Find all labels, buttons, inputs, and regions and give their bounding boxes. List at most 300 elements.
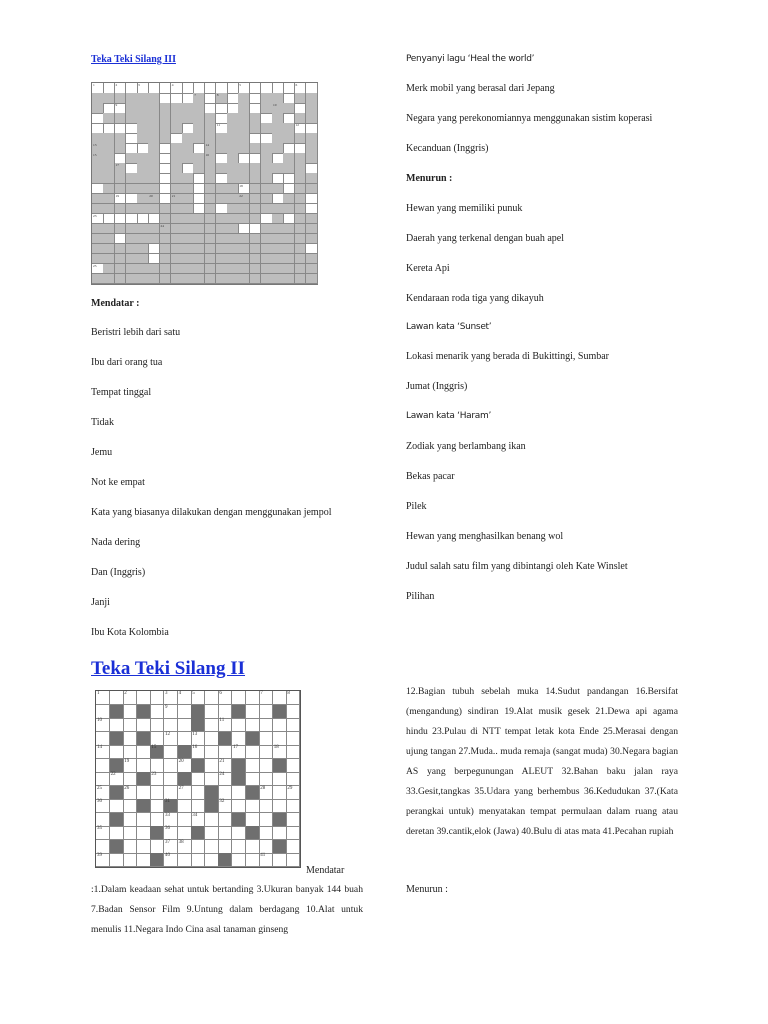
crossword-cell[interactable] [205, 853, 219, 867]
crossword-cell[interactable] [272, 83, 284, 94]
crossword-cell[interactable] [123, 840, 137, 854]
crossword-cell[interactable] [205, 826, 219, 840]
crossword-cell[interactable] [261, 83, 273, 94]
crossword-cell[interactable] [137, 745, 151, 759]
crossword-cell[interactable] [160, 143, 172, 154]
crossword-cell[interactable] [250, 224, 262, 235]
crossword-cell[interactable] [246, 813, 260, 827]
crossword-cell [115, 244, 127, 255]
crossword-cell[interactable] [123, 691, 137, 705]
crossword-cell[interactable] [137, 214, 149, 225]
crossword-cell[interactable] [246, 853, 260, 867]
crossword-cell[interactable] [150, 799, 164, 813]
crossword-cell[interactable] [283, 184, 295, 195]
crossword-cell[interactable] [115, 194, 127, 205]
crossword-cell[interactable] [306, 204, 318, 215]
crossword-cell[interactable] [286, 826, 300, 840]
crossword-cell[interactable] [232, 745, 246, 759]
crossword-cell[interactable] [246, 745, 260, 759]
cell-number: 5 [239, 83, 241, 87]
crossword-cell[interactable] [110, 826, 124, 840]
clue-down: Bekas pacar [406, 471, 455, 482]
crossword-cell[interactable] [246, 718, 260, 732]
crossword-cell[interactable] [216, 113, 228, 124]
crossword-cell[interactable] [232, 826, 246, 840]
crossword-cell[interactable] [283, 93, 295, 104]
crossword-cell[interactable] [259, 840, 273, 854]
crossword-cell [137, 224, 149, 235]
crossword-cell[interactable] [160, 93, 172, 104]
crossword-cell[interactable] [164, 786, 178, 800]
crossword-cell[interactable] [160, 153, 172, 164]
crossword-cell [306, 264, 318, 275]
crossword-cell[interactable] [191, 772, 205, 786]
crossword-cell[interactable] [123, 786, 137, 800]
crossword-cell[interactable] [115, 83, 127, 94]
crossword-cell[interactable] [103, 123, 115, 134]
crossword-cell [193, 254, 205, 265]
crossword-cell[interactable] [137, 813, 151, 827]
crossword-cell[interactable] [261, 214, 273, 225]
crossword-cell[interactable] [96, 759, 110, 773]
crossword-cell[interactable] [191, 853, 205, 867]
crossword-cell [216, 244, 228, 255]
crossword-cell [137, 93, 149, 104]
crossword-cell[interactable] [191, 799, 205, 813]
crossword-cell[interactable] [295, 123, 307, 134]
crossword-cell[interactable] [216, 204, 228, 215]
crossword-cell[interactable] [218, 786, 232, 800]
crossword-cell[interactable] [191, 732, 205, 746]
cell-number: 28 [260, 785, 266, 791]
crossword-cell[interactable] [150, 732, 164, 746]
crossword-cell[interactable] [250, 83, 262, 94]
crossword-cell[interactable] [182, 83, 194, 94]
crossword-cell [115, 163, 127, 174]
crossword-cell[interactable] [283, 113, 295, 124]
crossword-cell[interactable] [110, 799, 124, 813]
crossword-cell[interactable] [178, 840, 192, 854]
crossword-cell[interactable] [178, 732, 192, 746]
crossword-cell[interactable] [191, 813, 205, 827]
crossword-cell[interactable] [246, 759, 260, 773]
crossword-cell[interactable] [150, 759, 164, 773]
crossword-cell[interactable] [164, 840, 178, 854]
crossword-cell[interactable] [306, 244, 318, 255]
crossword-cell[interactable] [232, 718, 246, 732]
crossword-cell[interactable] [96, 840, 110, 854]
cell-number: 7 [194, 93, 196, 98]
crossword-cell[interactable] [164, 826, 178, 840]
crossword-cell[interactable] [259, 813, 273, 827]
cell-number: 11 [216, 123, 221, 128]
crossword-cell[interactable] [178, 786, 192, 800]
mendatar-label: Mendatar [306, 865, 345, 876]
crossword-cell[interactable] [250, 103, 262, 114]
crossword-cell[interactable] [250, 153, 262, 164]
crossword-cell[interactable] [164, 745, 178, 759]
crossword-cell[interactable] [286, 732, 300, 746]
crossword-cell[interactable] [92, 113, 104, 124]
crossword-cell [103, 224, 115, 235]
crossword-cell[interactable] [205, 772, 219, 786]
crossword-cell[interactable] [193, 194, 205, 205]
crossword-cell [238, 264, 250, 275]
crossword-cell[interactable] [182, 123, 194, 134]
crossword-cell[interactable] [283, 83, 295, 94]
crossword-cell[interactable] [205, 732, 219, 746]
crossword-cell[interactable] [182, 163, 194, 174]
crossword-cell[interactable] [306, 83, 318, 94]
crossword-cell[interactable] [205, 93, 217, 104]
crossword-cell[interactable] [191, 691, 205, 705]
crossword-cell[interactable] [110, 745, 124, 759]
crossword-cell[interactable] [218, 745, 232, 759]
crossword-cell[interactable] [286, 772, 300, 786]
crossword-cell[interactable] [96, 705, 110, 719]
clue-across: Negara yang perekonomiannya menggunakan sistim koperasi [406, 113, 653, 124]
crossword-cell [103, 93, 115, 104]
crossword-cell [205, 204, 217, 215]
crossword-cell[interactable] [238, 153, 250, 164]
crossword-cell[interactable] [126, 143, 138, 154]
crossword-cell[interactable] [96, 813, 110, 827]
crossword-cell[interactable] [110, 772, 124, 786]
crossword-cell [126, 274, 138, 285]
crossword-cell[interactable] [126, 194, 138, 205]
crossword-cell[interactable] [96, 745, 110, 759]
crossword-cell[interactable] [171, 93, 183, 104]
crossword-cell[interactable] [259, 691, 273, 705]
crossword-cell[interactable] [246, 799, 260, 813]
crossword-cell[interactable] [250, 133, 262, 144]
crossword-cell [110, 840, 124, 854]
crossword-cell[interactable] [160, 184, 172, 195]
crossword-cell[interactable] [182, 93, 194, 104]
crossword-cell[interactable] [137, 83, 149, 94]
crossword-cell[interactable] [160, 173, 172, 184]
crossword-cell[interactable] [164, 732, 178, 746]
crossword-cell[interactable] [137, 826, 151, 840]
crossword-cell[interactable] [171, 133, 183, 144]
crossword-cell[interactable] [273, 691, 287, 705]
crossword-cell[interactable] [286, 813, 300, 827]
crossword-cell[interactable] [178, 853, 192, 867]
crossword-cell[interactable] [218, 813, 232, 827]
crossword-cell[interactable] [286, 745, 300, 759]
crossword-cell [164, 799, 178, 813]
crossword-cell[interactable] [286, 840, 300, 854]
crossword-cell[interactable] [232, 799, 246, 813]
crossword-cell[interactable] [286, 691, 300, 705]
crossword-cell[interactable] [306, 123, 318, 134]
crossword-grid-2 [95, 690, 301, 868]
crossword-cell[interactable] [96, 691, 110, 705]
crossword-cell[interactable] [216, 83, 228, 94]
crossword-cell[interactable] [164, 705, 178, 719]
crossword-cell[interactable] [96, 853, 110, 867]
crossword-cell[interactable] [110, 691, 124, 705]
crossword-cell[interactable] [238, 184, 250, 195]
crossword-cell[interactable] [232, 840, 246, 854]
crossword-cell[interactable] [191, 745, 205, 759]
crossword-cell[interactable] [259, 786, 273, 800]
crossword-cell[interactable] [164, 813, 178, 827]
crossword-cell[interactable] [164, 718, 178, 732]
crossword-cell[interactable] [283, 143, 295, 154]
crossword-cell[interactable] [137, 786, 151, 800]
crossword-cell[interactable] [137, 718, 151, 732]
crossword-cell[interactable] [227, 93, 239, 104]
crossword-cell[interactable] [164, 691, 178, 705]
crossword-cell[interactable] [148, 254, 160, 265]
crossword-cell[interactable] [259, 853, 273, 867]
crossword-cell[interactable] [193, 143, 205, 154]
crossword-cell[interactable] [272, 153, 284, 164]
crossword-cell[interactable] [246, 772, 260, 786]
crossword-cell[interactable] [96, 799, 110, 813]
crossword-cell[interactable] [205, 718, 219, 732]
crossword-cell[interactable] [205, 705, 219, 719]
cell-number: 11 [219, 718, 225, 724]
puzzle3-title[interactable]: Teka Teki Silang III [91, 54, 176, 65]
crossword-cell[interactable] [92, 214, 104, 225]
cell-number: 17 [233, 745, 238, 751]
crossword-cell[interactable] [150, 786, 164, 800]
crossword-cell [272, 163, 284, 174]
crossword-cell[interactable] [273, 745, 287, 759]
crossword-cell[interactable] [273, 826, 287, 840]
crossword-cell [137, 254, 149, 265]
crossword-cell[interactable] [193, 184, 205, 195]
crossword-cell[interactable] [123, 772, 137, 786]
crossword-cell[interactable] [92, 83, 104, 94]
crossword-cell[interactable] [123, 799, 137, 813]
crossword-cell[interactable] [137, 691, 151, 705]
crossword-cell[interactable] [216, 153, 228, 164]
crossword-cell [250, 204, 262, 215]
crossword-cell[interactable] [232, 732, 246, 746]
crossword-cell[interactable] [96, 732, 110, 746]
crossword-cell[interactable] [126, 214, 138, 225]
crossword-cell[interactable] [178, 705, 192, 719]
crossword-cell[interactable] [123, 732, 137, 746]
crossword-cell[interactable] [193, 204, 205, 215]
crossword-cell[interactable] [150, 840, 164, 854]
crossword-cell[interactable] [295, 83, 307, 94]
crossword-cell[interactable] [126, 83, 138, 94]
crossword-cell[interactable] [273, 732, 287, 746]
crossword-cell[interactable] [92, 123, 104, 134]
crossword-cell[interactable] [96, 772, 110, 786]
crossword-cell[interactable] [295, 143, 307, 154]
crossword-cell[interactable] [259, 799, 273, 813]
crossword-cell[interactable] [123, 718, 137, 732]
crossword-cell[interactable] [137, 759, 151, 773]
crossword-cell[interactable] [148, 83, 160, 94]
crossword-cell[interactable] [259, 732, 273, 746]
crossword-cell[interactable] [123, 705, 137, 719]
crossword-cell[interactable] [126, 123, 138, 134]
crossword-cell[interactable] [261, 133, 273, 144]
crossword-cell[interactable] [259, 745, 273, 759]
crossword-cell[interactable] [273, 799, 287, 813]
crossword-cell[interactable] [283, 173, 295, 184]
crossword-cell[interactable] [96, 826, 110, 840]
crossword-cell[interactable] [103, 103, 115, 114]
crossword-cell[interactable] [286, 786, 300, 800]
crossword-cell[interactable] [250, 93, 262, 104]
crossword-cell[interactable] [103, 83, 115, 94]
crossword-cell[interactable] [259, 705, 273, 719]
crossword-cell[interactable] [306, 194, 318, 205]
crossword-cell[interactable] [193, 173, 205, 184]
crossword-cell[interactable] [205, 691, 219, 705]
crossword-cell[interactable] [103, 214, 115, 225]
crossword-cell[interactable] [246, 705, 260, 719]
crossword-cell[interactable] [218, 705, 232, 719]
crossword-cell[interactable] [150, 718, 164, 732]
crossword-cell[interactable] [178, 813, 192, 827]
crossword-cell [216, 93, 228, 104]
crossword-cell[interactable] [191, 840, 205, 854]
crossword-cell[interactable] [272, 173, 284, 184]
crossword-cell[interactable] [148, 214, 160, 225]
crossword-cell[interactable] [126, 163, 138, 174]
crossword-cell[interactable] [164, 772, 178, 786]
cell-number: 4 [171, 83, 174, 87]
crossword-cell[interactable] [218, 691, 232, 705]
crossword-cell[interactable] [205, 813, 219, 827]
crossword-cell[interactable] [96, 718, 110, 732]
crossword-cell [92, 234, 104, 245]
crossword-cell[interactable] [115, 153, 127, 164]
crossword-cell[interactable] [238, 224, 250, 235]
crossword-cell[interactable] [110, 718, 124, 732]
crossword-cell[interactable] [205, 840, 219, 854]
crossword-cell[interactable] [273, 772, 287, 786]
clue-down: Daerah yang terkenal dengan buah apel [406, 233, 564, 244]
clue-across: Beristri lebih dari satu [91, 327, 181, 338]
crossword-cell[interactable] [286, 759, 300, 773]
crossword-cell[interactable] [246, 691, 260, 705]
crossword-cell [283, 194, 295, 205]
crossword-cell[interactable] [137, 840, 151, 854]
crossword-cell[interactable] [123, 745, 137, 759]
crossword-cell[interactable] [218, 759, 232, 773]
crossword-cell[interactable] [205, 745, 219, 759]
crossword-cell[interactable] [160, 194, 172, 205]
crossword-cell[interactable] [205, 83, 217, 94]
crossword-cell [261, 194, 273, 205]
crossword-cell[interactable] [123, 759, 137, 773]
crossword-cell[interactable] [150, 813, 164, 827]
crossword-cell[interactable] [295, 103, 307, 114]
crossword-cell[interactable] [259, 718, 273, 732]
crossword-cell[interactable] [160, 83, 172, 94]
crossword-cell[interactable] [115, 234, 127, 245]
crossword-cell[interactable] [150, 691, 164, 705]
crossword-cell[interactable] [216, 123, 228, 134]
crossword-cell[interactable] [178, 718, 192, 732]
crossword-cell[interactable] [150, 772, 164, 786]
crossword-cell[interactable] [150, 705, 164, 719]
crossword-cell[interactable] [115, 123, 127, 134]
crossword-cell[interactable] [148, 244, 160, 255]
crossword-cell[interactable] [137, 853, 151, 867]
crossword-cell[interactable] [191, 786, 205, 800]
crossword-cell[interactable] [171, 83, 183, 94]
crossword-cell[interactable] [232, 853, 246, 867]
crossword-cell[interactable] [218, 799, 232, 813]
crossword-cell[interactable] [273, 853, 287, 867]
crossword-cell[interactable] [205, 103, 217, 114]
crossword-cell[interactable] [137, 143, 149, 154]
crossword-cell[interactable] [115, 103, 127, 114]
crossword-cell[interactable] [283, 214, 295, 225]
crossword-cell [272, 113, 284, 124]
crossword-cell[interactable] [273, 786, 287, 800]
crossword-cell [148, 103, 160, 114]
crossword-cell[interactable] [218, 840, 232, 854]
crossword-cell[interactable] [232, 691, 246, 705]
crossword-cell[interactable] [273, 718, 287, 732]
crossword-cell[interactable] [160, 163, 172, 174]
crossword-cell[interactable] [218, 772, 232, 786]
crossword-cell[interactable] [123, 853, 137, 867]
crossword-cell[interactable] [259, 826, 273, 840]
crossword-cell[interactable] [164, 853, 178, 867]
crossword-cell[interactable] [205, 759, 219, 773]
crossword-cell[interactable] [115, 214, 127, 225]
crossword-cell[interactable] [178, 826, 192, 840]
crossword-cell[interactable] [286, 799, 300, 813]
mendatar-heading: Mendatar : [91, 298, 140, 309]
crossword-cell[interactable] [96, 786, 110, 800]
crossword-cell [283, 103, 295, 114]
crossword-cell[interactable] [218, 718, 232, 732]
crossword-cell[interactable] [286, 853, 300, 867]
crossword-cell[interactable] [126, 133, 138, 144]
crossword-cell[interactable] [259, 759, 273, 773]
crossword-cell[interactable] [227, 83, 239, 94]
crossword-cell[interactable] [218, 826, 232, 840]
crossword-cell[interactable] [227, 103, 239, 114]
crossword-cell[interactable] [123, 813, 137, 827]
crossword-cell[interactable] [110, 853, 124, 867]
crossword-cell[interactable] [92, 184, 104, 195]
crossword-cell[interactable] [164, 759, 178, 773]
crossword-cell[interactable] [216, 103, 228, 114]
crossword-cell[interactable] [178, 759, 192, 773]
crossword-cell[interactable] [178, 799, 192, 813]
crossword-cell[interactable] [272, 194, 284, 205]
crossword-cell[interactable] [306, 163, 318, 174]
crossword-cell[interactable] [286, 705, 300, 719]
crossword-cell[interactable] [232, 786, 246, 800]
crossword-cell[interactable] [246, 840, 260, 854]
puzzle2-title[interactable]: Teka Teki Silang II [91, 658, 246, 679]
crossword-cell[interactable] [259, 772, 273, 786]
crossword-cell[interactable] [216, 173, 228, 184]
crossword-cell[interactable] [193, 83, 205, 94]
crossword-cell[interactable] [238, 83, 250, 94]
crossword-cell[interactable] [261, 113, 273, 124]
crossword-cell[interactable] [123, 826, 137, 840]
crossword-cell[interactable] [178, 691, 192, 705]
crossword-cell[interactable] [286, 718, 300, 732]
crossword-cell[interactable] [92, 264, 104, 275]
